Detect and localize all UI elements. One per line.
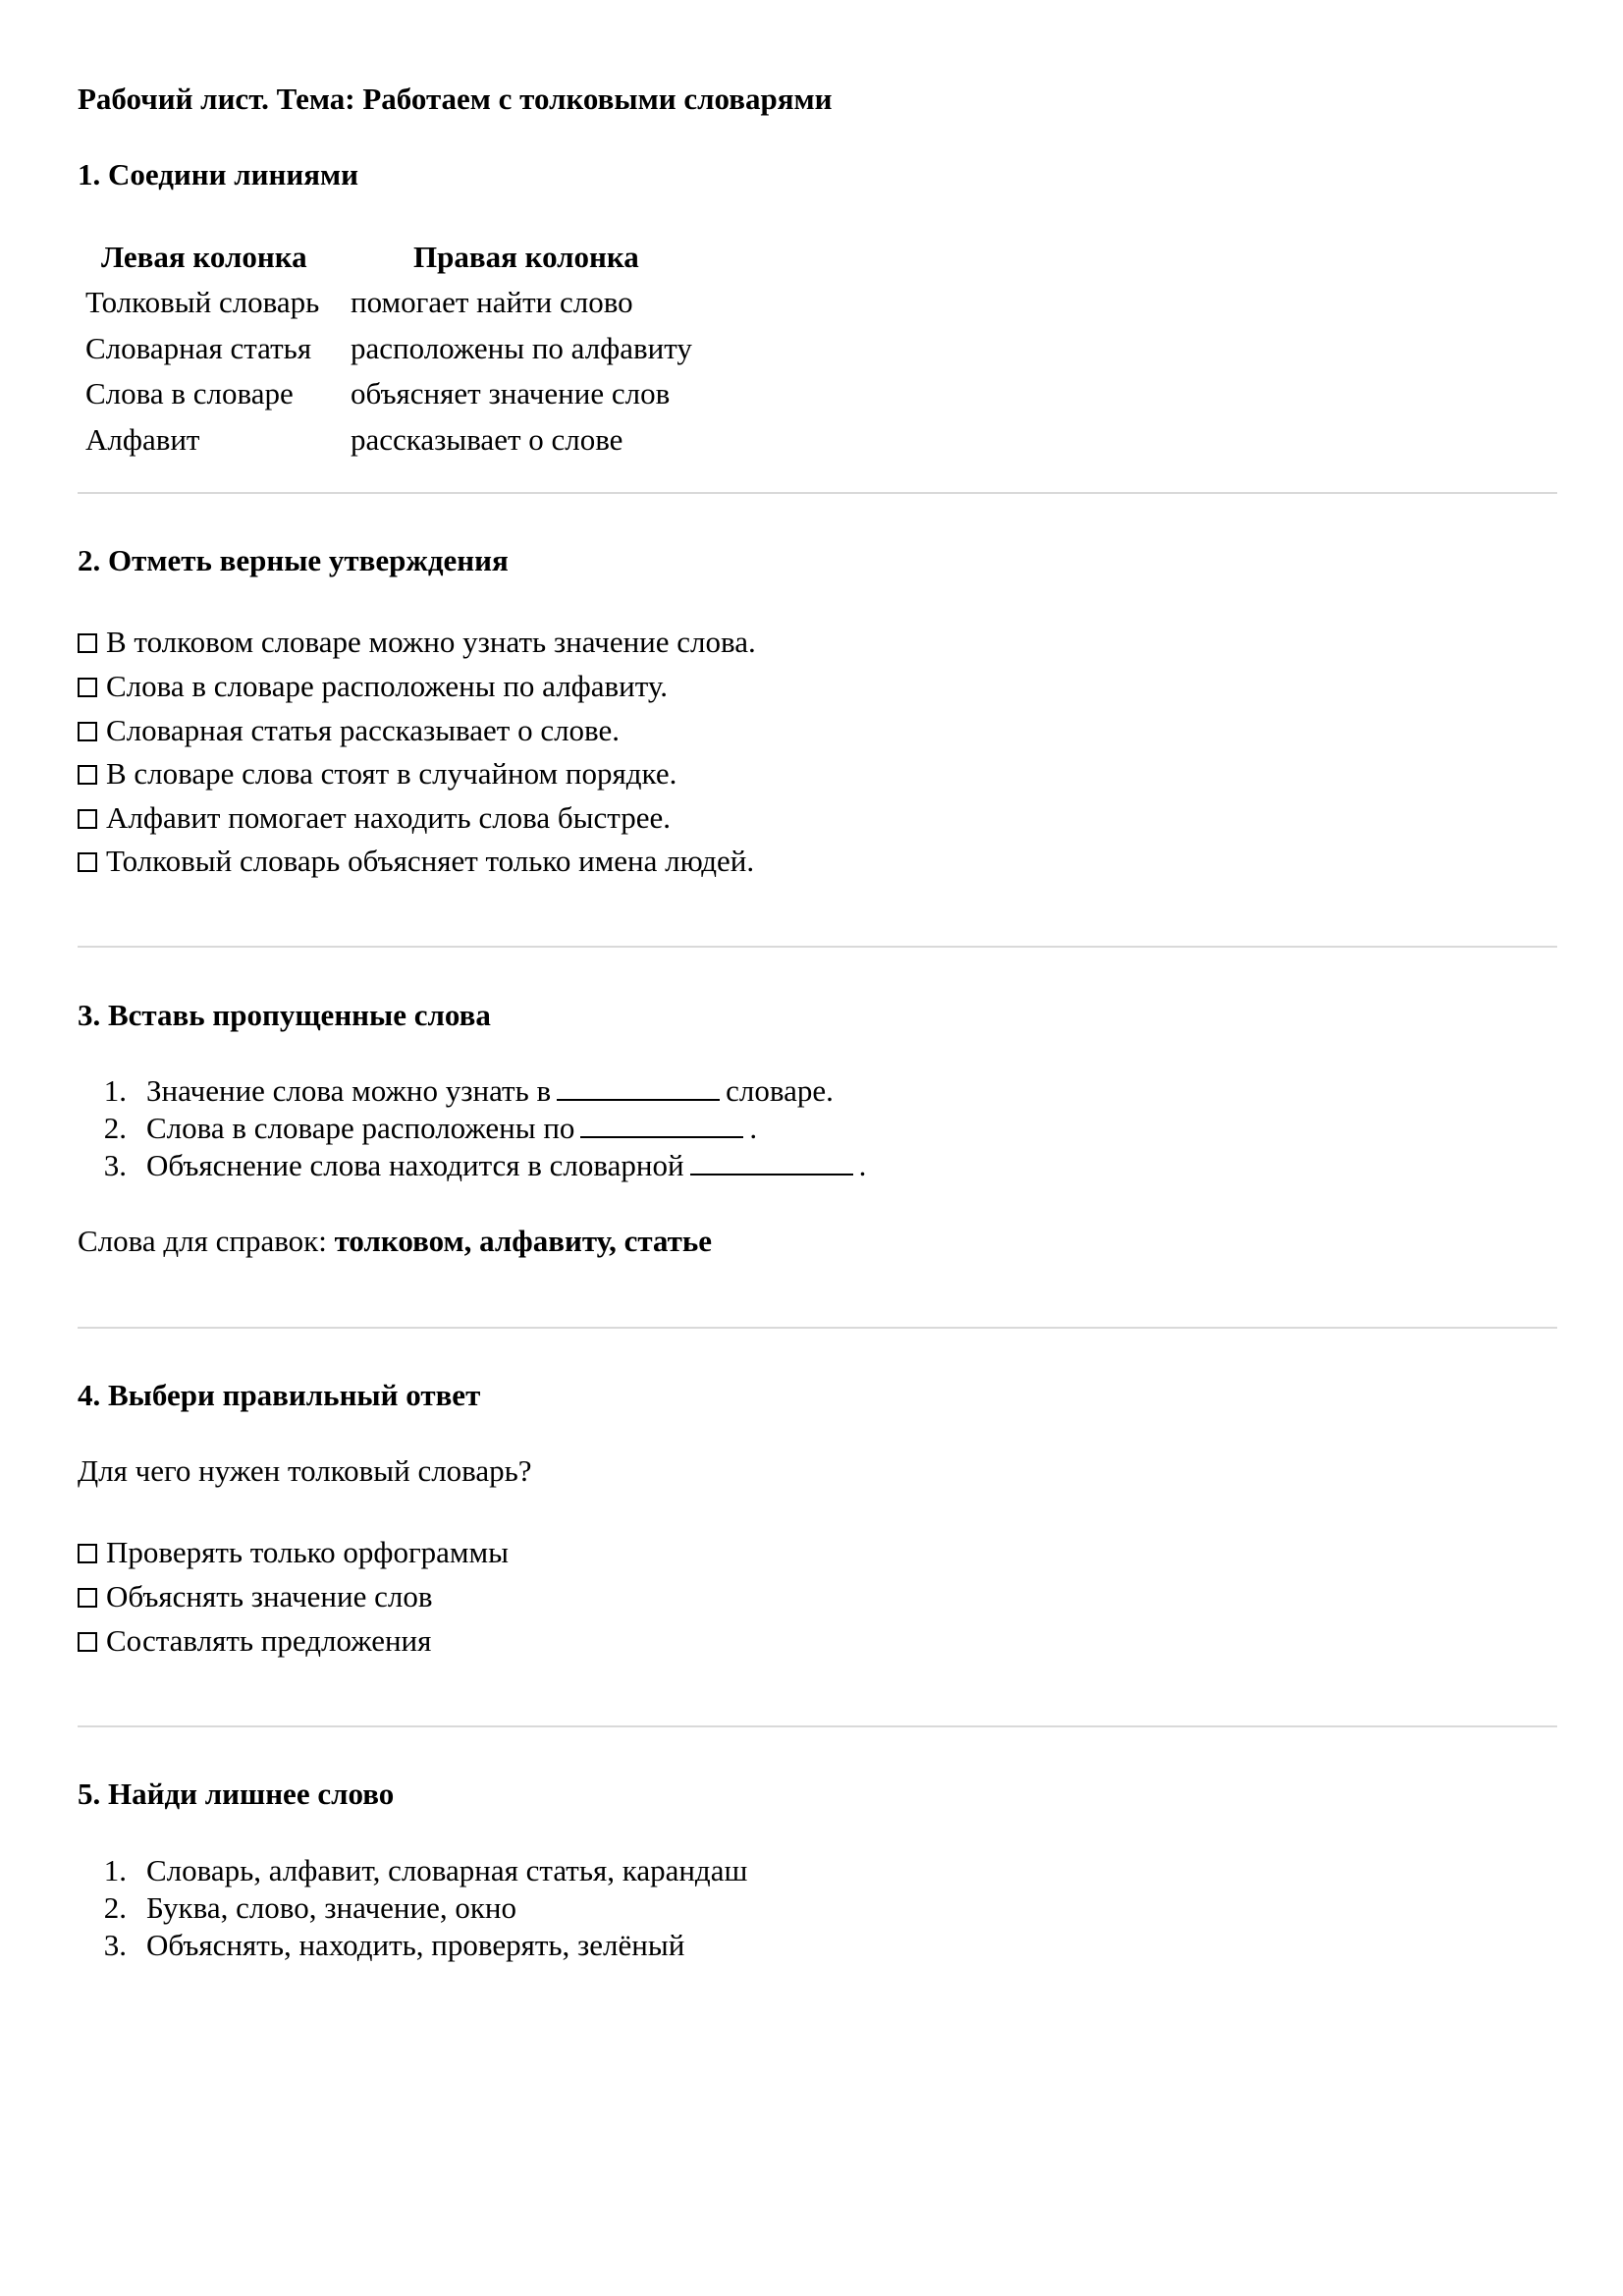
checkbox-icon[interactable] bbox=[78, 1632, 97, 1652]
checkbox-icon[interactable] bbox=[78, 678, 97, 697]
match-left-item[interactable]: Толковый словарь bbox=[85, 285, 320, 319]
checkbox-icon[interactable] bbox=[78, 1588, 97, 1608]
section-divider bbox=[78, 946, 1557, 948]
odd-word-item: 3. Объяснять, находить, проверять, зелёный bbox=[103, 1928, 685, 1962]
answer-option[interactable]: Объяснять значение слов bbox=[78, 1579, 432, 1614]
odd-word-item: 1. Словарь, алфавит, словарная статья, карандаш bbox=[103, 1853, 748, 1887]
odd-word-item: 2. Буква, слово, значение, окно bbox=[103, 1890, 517, 1925]
fill-in-item: 1. Значение слова можно узнать в словаре. bbox=[103, 1073, 834, 1108]
section-divider bbox=[78, 1725, 1557, 1727]
right-column-header: Правая колонка bbox=[413, 240, 639, 274]
section-divider bbox=[78, 492, 1557, 494]
section-3-heading: 3. Вставь пропущенные слова bbox=[78, 998, 491, 1032]
blank-field[interactable] bbox=[557, 1075, 720, 1101]
statement-item[interactable]: Толковый словарь объясняет только имена людей. bbox=[78, 844, 754, 879]
fill-in-item: 2. Слова в словаре расположены по . bbox=[103, 1111, 758, 1145]
checkbox-icon[interactable] bbox=[78, 765, 97, 785]
statement-item[interactable]: В толковом словаре можно узнать значение слова. bbox=[78, 625, 756, 660]
match-right-item[interactable]: помогает найти слово bbox=[351, 285, 633, 319]
fill-in-item: 3. Объяснение слова находится в словарной . bbox=[103, 1148, 867, 1182]
checkbox-icon[interactable] bbox=[78, 809, 97, 829]
match-left-item[interactable]: Словарная статья bbox=[85, 331, 312, 365]
worksheet-title: Рабочий лист. Тема: Работаем с толковыми словарями bbox=[78, 82, 833, 116]
checkbox-icon[interactable] bbox=[78, 633, 97, 653]
checkbox-icon[interactable] bbox=[78, 722, 97, 741]
statement-item[interactable]: Алфавит помогает находить слова быстрее. bbox=[78, 800, 671, 836]
answer-option[interactable]: Составлять предложения bbox=[78, 1623, 431, 1659]
match-left-item[interactable]: Алфавит bbox=[85, 422, 200, 457]
section-4-heading: 4. Выбери правильный ответ bbox=[78, 1378, 481, 1412]
section-5-heading: 5. Найди лишнее слово bbox=[78, 1777, 395, 1811]
checkbox-icon[interactable] bbox=[78, 1544, 97, 1563]
question-text: Для чего нужен толковый словарь? bbox=[78, 1453, 532, 1488]
section-1-heading: 1. Соедини линиями bbox=[78, 157, 358, 191]
section-divider bbox=[78, 1327, 1557, 1329]
reference-words: Слова для справок: толковом, алфавиту, статье bbox=[78, 1224, 713, 1258]
match-right-item[interactable]: рассказывает о слове bbox=[351, 422, 623, 457]
section-2-heading: 2. Отметь верные утверждения bbox=[78, 543, 509, 577]
blank-field[interactable] bbox=[580, 1113, 743, 1138]
statement-item[interactable]: Слова в словаре расположены по алфавиту. bbox=[78, 669, 668, 704]
checkbox-icon[interactable] bbox=[78, 852, 97, 872]
blank-field[interactable] bbox=[690, 1150, 853, 1175]
answer-option[interactable]: Проверять только орфограммы bbox=[78, 1535, 509, 1570]
statement-item[interactable]: В словаре слова стоят в случайном порядке. bbox=[78, 756, 676, 792]
left-column-header: Левая колонка bbox=[101, 240, 307, 274]
match-right-item[interactable]: объясняет значение слов bbox=[351, 376, 671, 410]
match-right-item[interactable]: расположены по алфавиту bbox=[351, 331, 692, 365]
statement-item[interactable]: Словарная статья рассказывает о слове. bbox=[78, 713, 620, 748]
match-left-item[interactable]: Слова в словаре bbox=[85, 376, 294, 410]
